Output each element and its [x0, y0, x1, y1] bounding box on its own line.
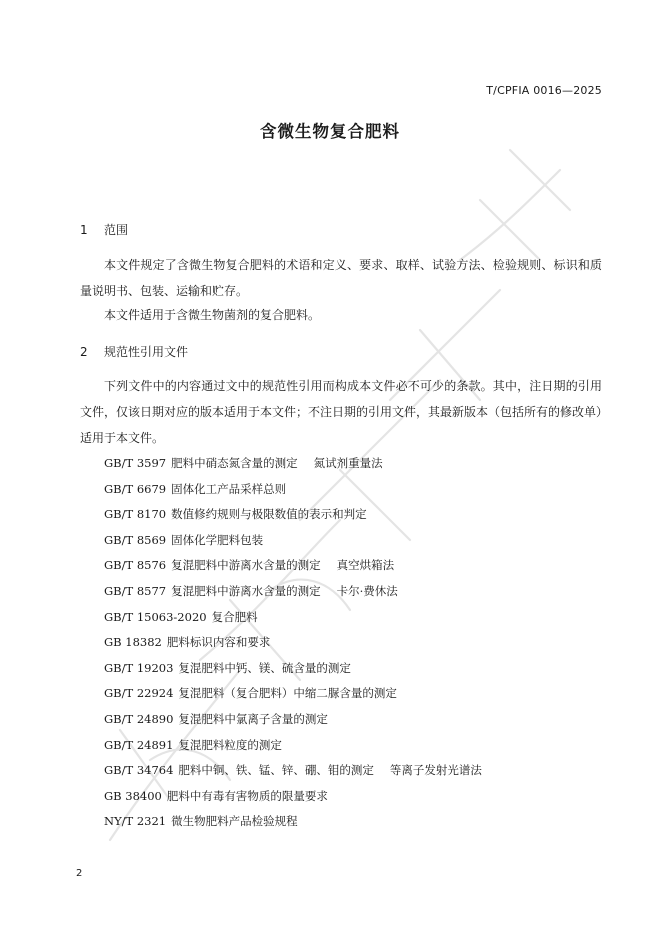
reference-code: GB/T 15063-2020: [104, 609, 207, 624]
reference-code: GB/T 8576: [104, 558, 167, 573]
reference-item: [104, 711, 482, 737]
reference-title: 复混肥料中氯离子含量的测定: [178, 711, 328, 726]
reference-code: GB 18382: [104, 635, 162, 650]
reference-title: 复合肥料: [211, 609, 258, 624]
reference-method: 卡尔·费休法: [336, 583, 398, 598]
scope-paragraph-1: 本文件规定了含微生物复合肥料的术语和定义、要求、取样、试验方法、检验规则、标识和质量说明书、包装、运输和贮存。: [80, 258, 602, 298]
reference-code: GB/T 6679: [104, 481, 167, 496]
reference-code: GB/T 8577: [104, 583, 167, 598]
reference-title: 肥料标识内容和要求: [166, 635, 271, 650]
reference-item: [104, 737, 482, 763]
reference-code: GB/T 8170: [104, 507, 167, 522]
reference-code: GB/T 34764: [104, 763, 174, 778]
reference-item: [104, 762, 482, 788]
reference-title: 固体化工产品采样总则: [171, 481, 287, 496]
reference-code: GB 38400: [104, 788, 162, 803]
reference-method: 氮试剂重量法: [313, 456, 383, 470]
section-title: 规范性引用文件: [104, 345, 189, 359]
section-heading-normative-references: [80, 343, 188, 360]
reference-item: [104, 813, 482, 839]
section-number: 1: [80, 223, 88, 237]
reference-item: [104, 634, 482, 660]
reference-title: 复混肥料中钙、镁、硫含量的测定: [178, 660, 351, 675]
reference-title: 微生物肥料产品检验规程: [171, 814, 298, 829]
reference-title: 数值修约规则与极限数值的表示和判定: [171, 507, 367, 522]
reference-method: 真空烘箱法: [336, 558, 395, 573]
document-title: 含微生物复合肥料: [260, 122, 400, 141]
reference-code: GB/T 19203: [104, 660, 174, 675]
reference-code: GB/T 8569: [104, 532, 167, 547]
reference-item: [104, 557, 482, 583]
reference-title: 肥料中硝态氮含量的测定: [171, 456, 298, 470]
scope-paragraph-2: 本文件适用于含微生物菌剂的复合肥料。: [104, 308, 321, 322]
reference-list: [104, 455, 482, 839]
reference-code: GB/T 24891: [104, 737, 174, 752]
page-number: 2: [76, 868, 83, 879]
reference-title: 固体化学肥料包装: [171, 532, 264, 547]
reference-title: 复混肥料粒度的测定: [178, 737, 282, 752]
reference-code: GB/T 22924: [104, 686, 174, 701]
section-number: 2: [80, 345, 88, 359]
reference-item: [104, 506, 482, 532]
section-title: 范围: [104, 223, 129, 237]
reference-item: [104, 583, 482, 609]
reference-code: GB/T 3597: [104, 456, 167, 470]
reference-title: 复混肥料中游离水含量的测定: [171, 558, 321, 573]
reference-code: NY/T 2321: [104, 814, 167, 829]
reference-title: 肥料中铜、铁、锰、锌、硼、钼的测定: [178, 763, 374, 778]
reference-code: GB/T 24890: [104, 711, 174, 726]
reference-title: 复混肥料中游离水含量的测定: [171, 583, 321, 598]
references-intro-paragraph: 下列文件中的内容通过文中的规范性引用而构成本文件必不可少的条款。其中，注日期的引用文件，仅该日期对应的版本适用于本文件；不注日期的引用文件，其最新版本（包括所有的修改单）适用于本文件。: [80, 379, 603, 445]
reference-item: [104, 788, 482, 814]
reference-item: [104, 532, 482, 558]
standard-code: T/CPFIA 0016—2025: [486, 84, 602, 97]
reference-item: [104, 609, 482, 635]
reference-title: 复混肥料（复合肥料）中缩二脲含量的测定: [178, 686, 397, 701]
reference-title: 肥料中有毒有害物质的限量要求: [166, 788, 328, 803]
section-heading-scope: [80, 221, 128, 238]
reference-item: [104, 481, 482, 507]
reference-item: [104, 685, 482, 711]
reference-item: [104, 455, 482, 481]
reference-item: [104, 660, 482, 686]
reference-method: 等离子发射光谱法: [389, 763, 482, 778]
